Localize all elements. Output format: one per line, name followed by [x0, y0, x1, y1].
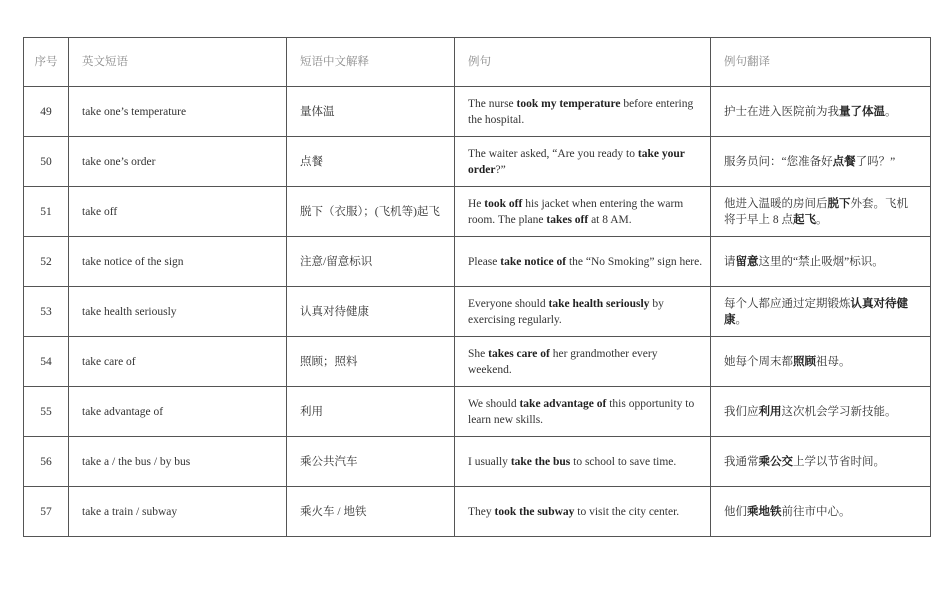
- english-phrase: take a / the bus / by bus: [69, 437, 287, 487]
- sentence-text: this opportunity to learn new skills.: [468, 397, 695, 426]
- sentence-text: her grandmother every weekend.: [468, 347, 658, 376]
- sentence-text: before entering the hospital.: [468, 97, 694, 126]
- phrase-table: [23, 37, 931, 537]
- example-translation: [711, 237, 931, 287]
- example-sentence: [455, 387, 711, 437]
- key-phrase-highlight: 脱下: [827, 197, 851, 210]
- sentence-text: 。: [885, 105, 897, 118]
- row-number: 51: [24, 187, 69, 237]
- table-header-row: [24, 38, 931, 87]
- sentence-text: by exercising regularly.: [468, 297, 664, 326]
- sentence-text: 她每个周末都: [724, 355, 793, 368]
- example-sentence: [455, 237, 711, 287]
- english-phrase: take notice of the sign: [69, 237, 287, 287]
- sentence-text: 。: [816, 213, 828, 226]
- sentence-text: 这里的“禁止吸烟”标识。: [758, 255, 884, 268]
- sentence-text: The waiter asked, “Are you ready to: [468, 147, 638, 160]
- header-example-translation: 例句翻译: [711, 38, 931, 87]
- sentence-text: to visit the city center.: [574, 505, 680, 518]
- sentence-text: ?”: [495, 163, 506, 176]
- table-row: [24, 287, 931, 337]
- row-number: 52: [24, 237, 69, 287]
- phrase-table-page: [23, 37, 908, 537]
- example-sentence: [455, 87, 711, 137]
- sentence-text: He: [468, 197, 485, 210]
- sentence-text: 每个人都应通过定期锻炼: [724, 297, 851, 310]
- row-number: 57: [24, 487, 69, 537]
- table-row: [24, 237, 931, 287]
- sentence-text: I usually: [468, 455, 511, 468]
- table-row: [24, 337, 931, 387]
- header-example-sentence: 例句: [455, 38, 711, 87]
- sentence-text: the “No Smoking” sign here.: [566, 255, 703, 268]
- sentence-text: 上学以节省时间。: [793, 455, 885, 468]
- chinese-meaning: 乘火车 / 地铁: [287, 487, 455, 537]
- chinese-meaning: 乘公共汽车: [287, 437, 455, 487]
- example-translation: [711, 387, 931, 437]
- sentence-text: 这次机会学习新技能。: [781, 405, 897, 418]
- key-phrase-highlight: take the bus: [510, 455, 571, 468]
- english-phrase: take health seriously: [69, 287, 287, 337]
- sentence-text: Everyone should: [468, 297, 549, 310]
- row-number: 56: [24, 437, 69, 487]
- chinese-meaning: 点餐: [287, 137, 455, 187]
- sentence-text: 服务员问：“您准备好: [724, 155, 833, 168]
- example-sentence: [455, 137, 711, 187]
- sentence-text: 他们: [724, 505, 747, 518]
- key-phrase-highlight: take your order: [468, 147, 685, 176]
- key-phrase-highlight: took the subway: [494, 505, 575, 518]
- example-sentence: [455, 487, 711, 537]
- key-phrase-highlight: took my temperature: [516, 97, 621, 110]
- english-phrase: take a train / subway: [69, 487, 287, 537]
- example-sentence: [455, 287, 711, 337]
- row-number: 55: [24, 387, 69, 437]
- english-phrase: take one’s temperature: [69, 87, 287, 137]
- english-phrase: take care of: [69, 337, 287, 387]
- chinese-meaning: 照顾；照料: [287, 337, 455, 387]
- row-number: 54: [24, 337, 69, 387]
- header-number: 序号: [24, 38, 69, 87]
- english-phrase: take advantage of: [69, 387, 287, 437]
- sentence-text: 祖母。: [816, 355, 851, 368]
- sentence-text: at 8 AM.: [588, 213, 632, 226]
- sentence-text: 请: [724, 255, 736, 268]
- sentence-text: 外套。飞机将于早上 8 点: [724, 197, 908, 226]
- table-row: [24, 87, 931, 137]
- sentence-text: to school to save time.: [570, 455, 677, 468]
- example-translation: [711, 437, 931, 487]
- table-row: [24, 437, 931, 487]
- sentence-text: 他进入温暖的房间后: [724, 197, 828, 210]
- key-phrase-highlight: take health seriously: [548, 297, 650, 310]
- sentence-text: She: [468, 347, 489, 360]
- key-phrase-highlight: 量了体温: [839, 105, 885, 118]
- key-phrase-highlight: takes off: [546, 213, 589, 226]
- sentence-text: his jacket when entering the warm room. The plane: [468, 197, 684, 226]
- key-phrase-highlight: take advantage of: [519, 397, 607, 410]
- example-translation: [711, 187, 931, 237]
- sentence-text: 前往市中心。: [781, 505, 851, 518]
- example-sentence: [455, 187, 711, 237]
- header-chinese-meaning: 短语中文解释: [287, 38, 455, 87]
- table-row: [24, 487, 931, 537]
- header-english-phrase: 英文短语: [69, 38, 287, 87]
- key-phrase-highlight: takes care of: [488, 347, 550, 360]
- example-translation: [711, 137, 931, 187]
- sentence-text: Please: [468, 255, 501, 268]
- example-translation: [711, 87, 931, 137]
- table-row: [24, 187, 931, 237]
- key-phrase-highlight: 乘公交: [758, 455, 793, 468]
- english-phrase: take one’s order: [69, 137, 287, 187]
- example-sentence: [455, 337, 711, 387]
- key-phrase-highlight: 起飞: [793, 213, 816, 226]
- key-phrase-highlight: take notice of: [500, 255, 567, 268]
- key-phrase-highlight: 点餐: [832, 155, 856, 168]
- example-translation: [711, 337, 931, 387]
- key-phrase-highlight: 照顾: [793, 355, 816, 368]
- chinese-meaning: 注意/留意标识: [287, 237, 455, 287]
- table-row: [24, 137, 931, 187]
- chinese-meaning: 量体温: [287, 87, 455, 137]
- sentence-text: 护士在进入医院前为我: [724, 105, 839, 118]
- table-row: [24, 387, 931, 437]
- key-phrase-highlight: 留意: [735, 255, 759, 268]
- sentence-text: 。: [735, 313, 747, 326]
- chinese-meaning: 认真对待健康: [287, 287, 455, 337]
- key-phrase-highlight: 乘地铁: [747, 505, 782, 518]
- sentence-text: We should: [468, 397, 520, 410]
- row-number: 53: [24, 287, 69, 337]
- sentence-text: The nurse: [468, 97, 517, 110]
- example-sentence: [455, 437, 711, 487]
- sentence-text: 了吗？”: [855, 155, 896, 168]
- row-number: 49: [24, 87, 69, 137]
- row-number: 50: [24, 137, 69, 187]
- chinese-meaning: 脱下（衣服）；(飞机等)起飞: [287, 187, 455, 237]
- sentence-text: 我们应: [724, 405, 759, 418]
- example-translation: [711, 287, 931, 337]
- chinese-meaning: 利用: [287, 387, 455, 437]
- key-phrase-highlight: 认真对待健康: [724, 297, 908, 326]
- sentence-text: They: [468, 505, 495, 518]
- sentence-text: 我通常: [724, 455, 759, 468]
- example-translation: [711, 487, 931, 537]
- key-phrase-highlight: took off: [484, 197, 523, 210]
- english-phrase: take off: [69, 187, 287, 237]
- key-phrase-highlight: 利用: [758, 405, 782, 418]
